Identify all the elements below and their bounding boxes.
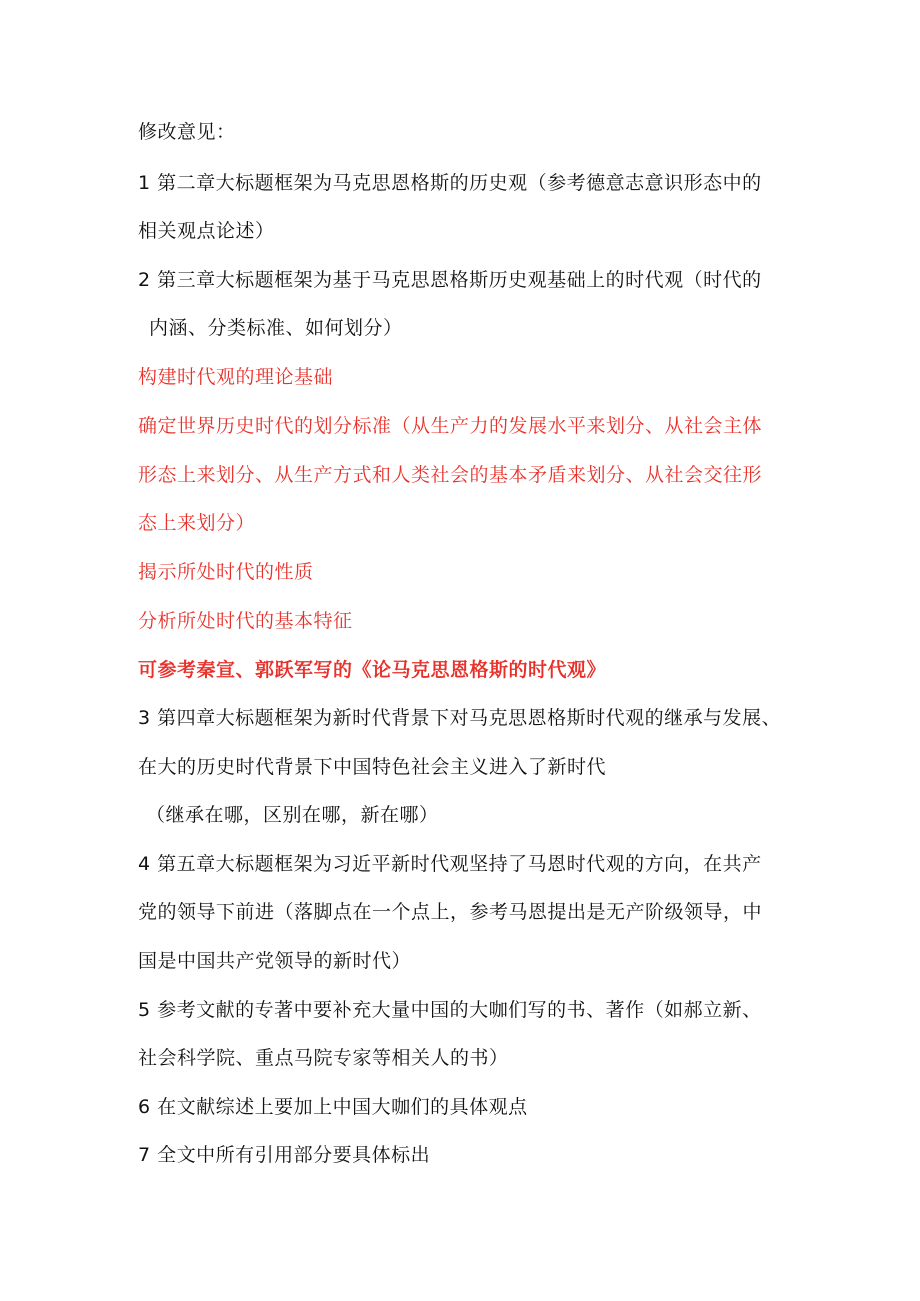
red-note-nature: 揭示所处时代的性质: [138, 561, 314, 583]
red-note-theory-basis: 构建时代观的理论基础: [138, 366, 334, 388]
item-3-line-1: 3 第四章大标题框架为新时代背景下对马克思恩格斯时代观的继承与发展、: [138, 707, 782, 729]
item-3-line-2: 在大的历史时代背景下中国特色社会主义进入了新时代: [138, 756, 607, 778]
item-2-line-1: 2 第三章大标题框架为基于马克思恩格斯历史观基础上的时代观（时代的: [138, 269, 762, 291]
item-1-line-1: 1 第二章大标题框架为马克思恩格斯的历史观（参考德意志意识形态中的: [138, 172, 762, 194]
item-4-line-3: 国是中国共产党领导的新时代）: [138, 950, 412, 972]
item-1-line-2: 相关观点论述）: [138, 220, 275, 242]
red-note-reference: 可参考秦宣、郭跃军写的《论马克思恩格斯的时代观》: [138, 659, 607, 681]
item-4-line-2: 党的领导下前进（落脚点在一个点上，参考马恩提出是无产阶级领导，中: [138, 901, 763, 923]
item-2-line-2: 内涵、分类标准、如何划分）: [149, 317, 403, 339]
heading: 修改意见：: [138, 121, 236, 143]
red-note-division-line-1: 确定世界历史时代的划分标准（从生产力的发展水平来划分、从社会主体: [138, 415, 763, 437]
item-4-line-1: 4 第五章大标题框架为习近平新时代观坚持了马恩时代观的方向，在共产: [138, 853, 762, 875]
item-5-line-1: 5 参考文献的专著中要补充大量中国的大咖们写的书、著作（如郝立新、: [138, 999, 762, 1021]
red-note-division-line-2: 形态上来划分、从生产方式和人类社会的基本矛盾来划分、从社会交往形: [138, 464, 763, 486]
red-note-division-line-3: 态上来划分）: [138, 512, 256, 534]
item-6-line-1: 6 在文献综述上要加上中国大咖们的具体观点: [138, 1096, 528, 1118]
red-note-features: 分析所处时代的基本特征: [138, 610, 353, 632]
item-7-line-1: 7 全文中所有引用部分要具体标出: [138, 1144, 431, 1166]
item-5-line-2: 社会科学院、重点马院专家等相关人的书）: [138, 1047, 509, 1069]
item-3-line-3: （继承在哪，区别在哪，新在哪）: [146, 804, 439, 826]
